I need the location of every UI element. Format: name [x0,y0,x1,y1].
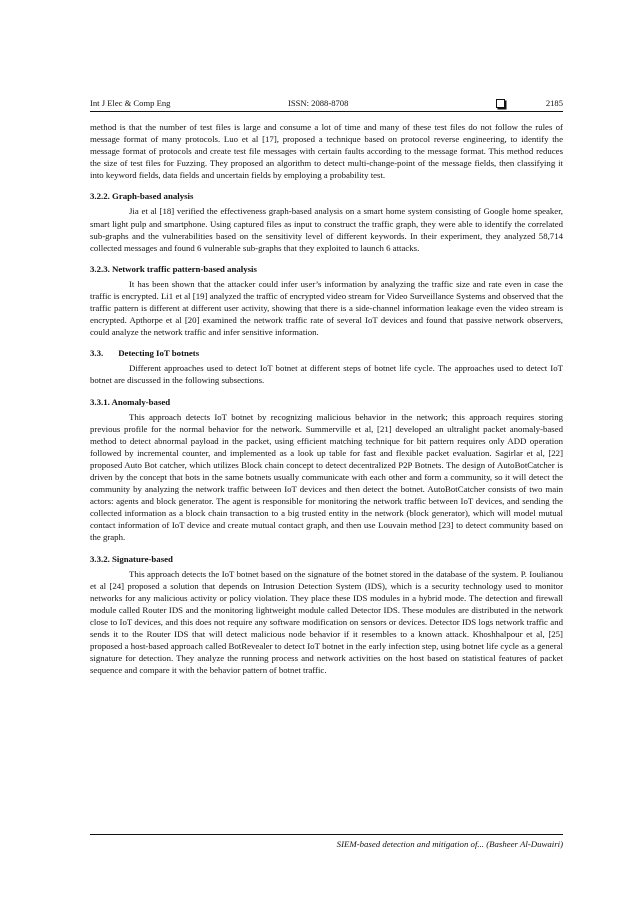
box-icon [496,99,505,108]
heading-graph-based: 3.2.2. Graph-based analysis [90,191,194,202]
heading-signature-based: 3.3.2. Signature-based [90,553,173,564]
intro-paragraph: method is that the number of test files is large and consume a lot of time and many of these test files do not follow the rules of message format of many protocols. Luo et al [17], proposed a technique based on protocol reverse engineering, to identify the message format of protocols and create test file messages with certain faults according to the message format. This method reduces the size of test files for Fuzzing. They proposed an algorithm to detect multi-change-point of the message fields, then classifying it into keyword fields, data fields and uncertain fields by employing a probability test. [90,122,563,181]
journal-name: Int J Elec & Comp Eng [90,98,171,108]
page-number: 2185 [545,98,563,108]
footer-rule [90,834,563,835]
anomaly-based-paragraph: This approach detects IoT botnet by recognizing malicious behavior in the network; this approach requires storing previous profile for the normal behavior for the network. Summerville et al, [21] developed an ultralight packet anomaly-based method to detect abnormal payload in the packet, using efficient matching technique for bit pattern requires only ADD operation followed by incremental counter, and implemented as a look up table for fast and flexible packet evaluation. Sagirlar et al, [22] proposed Auto Bot catcher, which utilizes Block chain concept to detect decentralized P2P Botnets. The design of AutoBotCatcher is driven by the concept that bots in the same botnets usually communicate with each other and form a community, so it will detect the community by analyzing the network traffic between IoT devices and then detect the botnet. AutoBotCatcher consists of two main actors: agents and block generator. The agent is responsible for monitoring the network traffic between IoT devices, and sending the collected information as a block chain transaction to a big trusted entity in the network (block generator), which will model mutual contact information of IoT device and create mutual contact graph, and then use Louvain method [23] to detect community based on the graph. [90,411,563,543]
running-title: SIEM-based detection and mitigation of... (Basheer Al-Duwairi) [336,839,563,849]
section-title: Detecting IoT botnets [118,348,200,359]
heading-anomaly-based: 3.3.1. Anomaly-based [90,396,171,407]
issn: ISSN: 2088-8708 [288,98,349,108]
page [90,0,563,902]
heading-traffic-pattern: 3.2.3. Network traffic pattern-based analysis [90,263,257,274]
signature-based-paragraph: This approach detects the IoT botnet based on the signature of the botnet stored in the database of the system. P. Ioulianou et al [24] proposed a solution that depends on Intrusion Detection System (IDS), which is a security technology used to monitor networks for any malicious activity or policy violation. They place these IDS modules in a hybrid mode. The detection and firewall module called Router IDS and the monitoring lightweight module called Detector IDS. These modules are distributed in the network close to IoT devices, and this does not require any software modification on sensors or devices. Detector IDS logs network traffic and sends it to the Router IDS that will detect malicious node behavior if it resembles to a known attack. Khoshhalpour et al, [25] proposed a host-based approach called BotRevealer to detect IoT botnet in the early infection step, using botnet life cycle as a general signature for detection. They analyze the running process and network activities on the host based on statistical features of packet sequence and compare it with the behavior pattern of botnet traffic. [90,568,563,676]
section-number: 3.3. [90,348,104,359]
heading-detecting-botnets [90,347,563,359]
graph-based-paragraph: Jia et al [18] verified the effectiveness graph-based analysis on a smart home system consisting of Google home speaker, smart light pulp and smartphone. Using captured files as input to construct the traffic graph, they were able to identify the correlated sub-graphs and the vulnerabilities based on the sensitivity level of different keywords. In their experiment, they analyzed 58,714 collected messages and found 6 vulnerable sub-graphs that they exploited to launch 6 attacks. [90,206,563,253]
detecting-botnets-paragraph: Different approaches used to detect IoT botnet at different steps of botnet life cycle. The approaches used to detect IoT botnet are discussed in the following subsections. [90,363,563,386]
page-header [90,96,563,110]
header-rule [90,111,563,112]
body-text [90,121,563,676]
traffic-pattern-paragraph: It has been shown that the attacker could infer user’s information by analyzing the traffic size and rate even in case the traffic is encrypted. Li1 et al [19] analyzed the traffic of encrypted video stream for Video Surveillance Systems and observed that the traffic pattern is different at different user activity, showing that there is a side-channel information leakage even the video stream is encrypted. Apthorpe et al [20] examined the network traffic rate of several IoT devices and found that passive network observers, could analyze the network traffic and infer sensitive information. [90,278,563,338]
